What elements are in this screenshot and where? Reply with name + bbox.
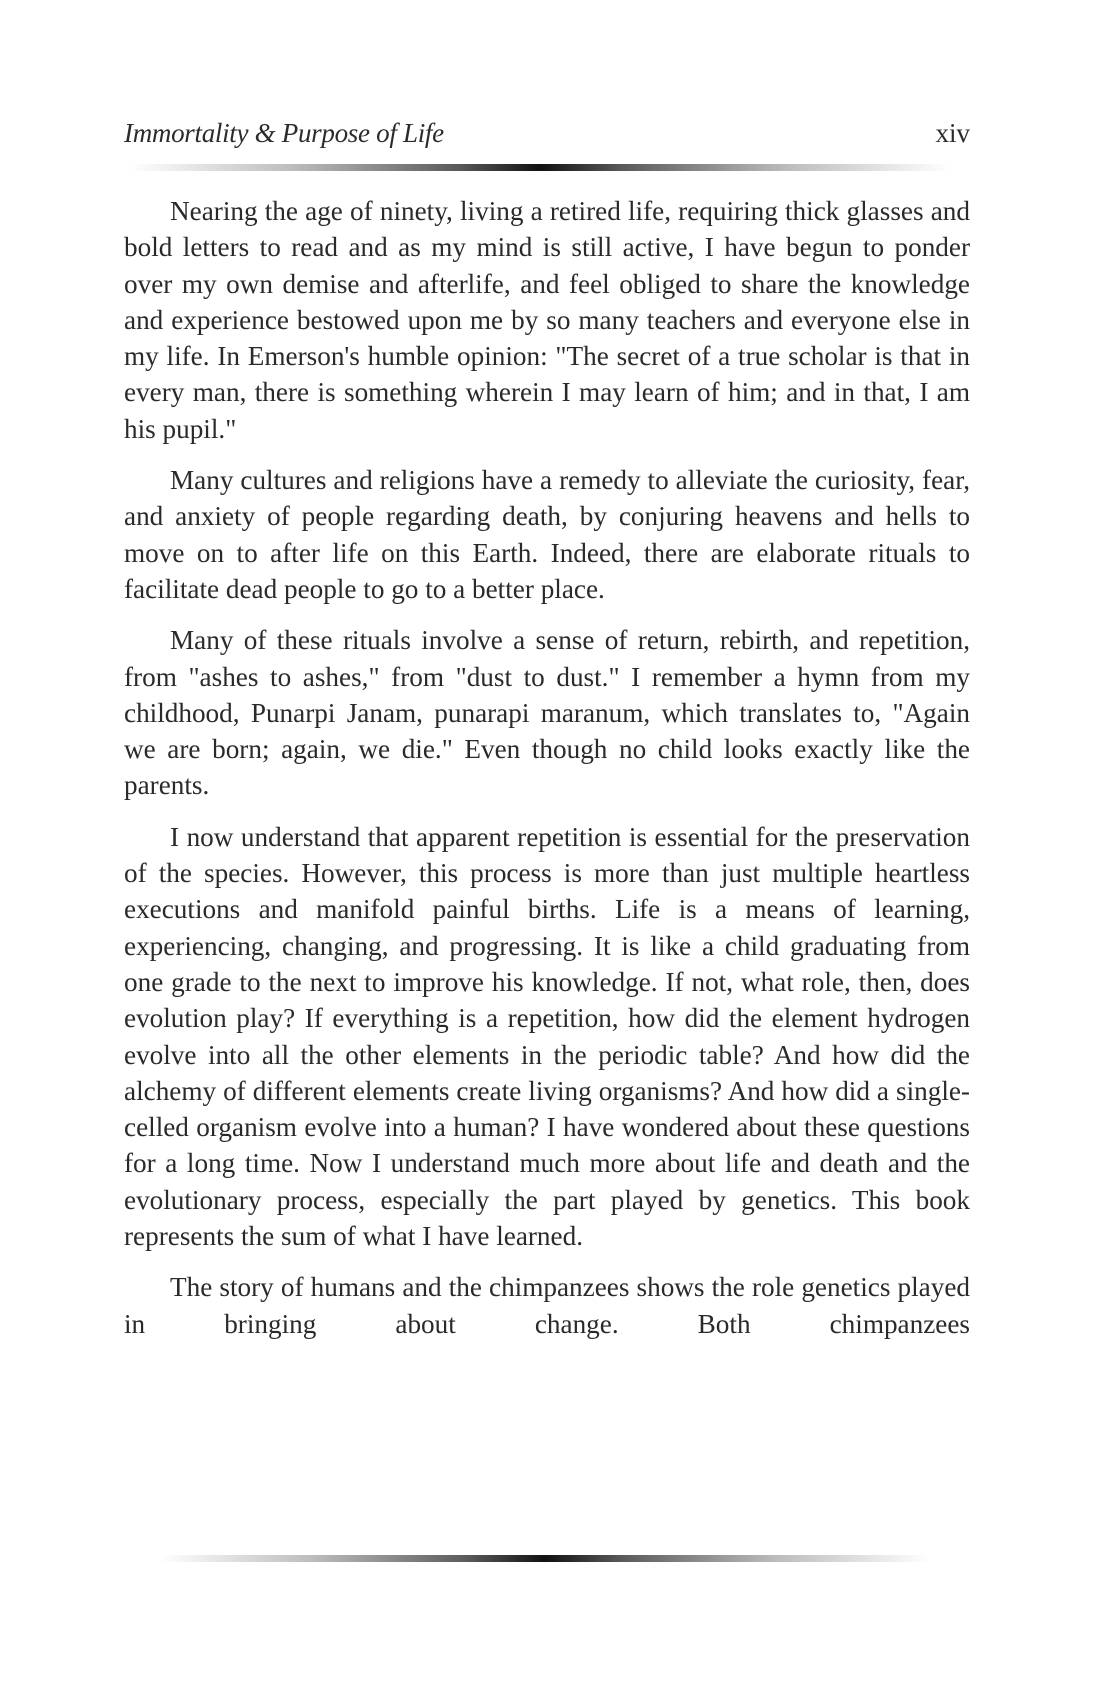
paragraph: Many of these rituals involve a sense of return, rebirth, and repetition, from "ashes to ashes," from "dust to dust." I remember a hymn from my childhood, Punarpi Janam, punarapi maranum, which translates to, "Again we are born; again, we die." Even though no child looks exactly like the parents.	[124, 625, 970, 801]
paragraph: Many cultures and religions have a remedy to alleviate the curiosity, fear, and anxiety of people regarding death, by conjuring heavens and hells to move on to after life on this Earth. Indeed, there are elaborate rituals to facilitate dead people to go to a better place.	[124, 465, 970, 604]
paragraph: I now understand that apparent repetition is essential for the preservation of the species. However, this process is more than just multiple heartless executions and manifold painful births. Life is a means of learning, experiencing, changing, and progressing. It is like a child graduating from one grade to the next to improve his knowledge. If not, what role, then, does evolution play? If everything is a repetition, how did the element hydrogen evolve into all the other elements in the periodic table? And how did the alchemy of different elements create living organisms? And how did a single-celled organism evolve into a human? I have wondered about these questions for a long time. Now I understand much more about life and death and the evolutionary process, especially the part played by genetics. This book represents the sum of what I have learned.	[124, 821, 970, 1252]
paragraph: The story of humans and the chimpanzees shows the role genetics played in bringing about change. Both chimpanzees	[124, 1272, 970, 1339]
header-rule	[130, 164, 950, 171]
running-header	[124, 118, 970, 158]
running-title: Immortality & Purpose of Life	[124, 118, 444, 148]
body-text	[124, 193, 970, 1357]
paragraph: Nearing the age of ninety, living a retired life, requiring thick glasses and bold letters to read and as my mind is still active, I have begun to ponder over my own demise and afterlife, and feel obliged to share the knowledge and experience bestowed upon me by so many teachers and everyone else in my life. In Emerson's humble opinion: "The secret of a true scholar is that in every man, there is something wherein I may learn of him; and in that, I am his pupil."	[124, 196, 970, 444]
footer-rule	[160, 1555, 930, 1562]
page-number: xiv	[935, 118, 970, 148]
